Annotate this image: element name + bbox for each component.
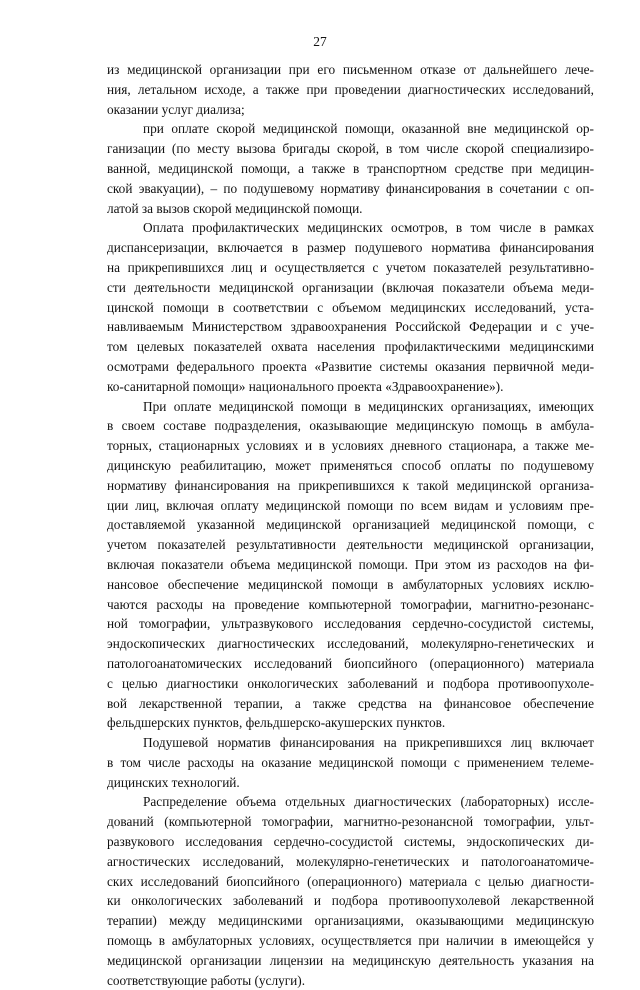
text-line: эндоскопических диагностических исследований, молекулярно-генетических и <box>107 636 594 652</box>
text-line: соответствующие работы (услуги). <box>107 972 306 988</box>
text-line: дицинских технологий. <box>107 774 240 790</box>
text-line: доставляемой указанной медицинской организацией медицинской помощи, с <box>107 517 594 533</box>
text-line: торных, стационарных условиях и в условиях дневного стационара, а также ме- <box>107 438 594 454</box>
text-line: в том числе расходы на оказание медицинской помощи с применением телеме- <box>107 754 594 770</box>
text-line: нормативу финансирования на прикрепившихся к такой медицинской организа- <box>107 477 594 493</box>
text-line: При оплате медицинской помощи в медицинских организациях, имеющих <box>143 398 594 414</box>
text-line: вой лекарственной терапии, а также средства на финансовое обеспечение <box>107 695 594 711</box>
text-line: включая показатели объема медицинской помощи. При этом из расходов на фи- <box>107 556 594 572</box>
text-line: развукового исследования сердечно-сосудистой системы, эндоскопических ди- <box>107 834 594 850</box>
text-line: ганизации (по месту вызова бригады скорой, в том числе скорой специализиро- <box>107 141 594 157</box>
text-line: ских исследований биопсийного (операционного) материала с целью диагности- <box>107 873 594 889</box>
text-line: ния, летальном исходе, а также при проведении диагностических исследований, <box>107 81 594 97</box>
text-line: с целью диагностики онкологических заболеваний и подбора противоопухоле- <box>107 675 594 691</box>
text-line: латой за вызов скорой медицинской помощи. <box>107 200 363 216</box>
text-line: при оплате скорой медицинской помощи, оказанной вне медицинской ор- <box>143 121 594 137</box>
paragraph <box>107 397 594 734</box>
text-line: сти деятельности медицинской организации (включая показатели объема меди- <box>107 279 594 295</box>
text-line: помощь в амбулаторных условиях, осуществляется при наличии в имеющейся у <box>107 933 594 949</box>
text-line: терапии) между медицинскими организациями, оказывающими медицинскую <box>107 913 594 929</box>
paragraph <box>107 119 594 218</box>
text-line: на прикрепившихся лиц и осуществляется с учетом показателей результативно- <box>107 259 594 275</box>
text-line: Распределение объема отдельных диагностических (лабораторных) иссле- <box>143 794 594 810</box>
document-body <box>107 60 594 990</box>
paragraph <box>107 733 594 792</box>
text-line: медицинской организации лицензии на медицинскую деятельность указания на <box>107 952 594 968</box>
paragraph <box>107 792 594 990</box>
text-line: ской эвакуации), – по подушевому нормативу финансирования в сочетании с оп- <box>107 180 594 196</box>
text-line: патологоанатомических исследований биопсийного (операционного) материала <box>107 655 594 671</box>
text-line: диспансеризации, включается в размер подушевого норматива финансирования <box>107 240 594 256</box>
text-line: в своем составе подразделения, оказывающие медицинскую помощь в амбула- <box>107 418 594 434</box>
text-line: ко-санитарной помощи» национального проекта «Здравоохранение»). <box>107 378 504 394</box>
text-line: ции лиц, включая оплату медицинской помощи по всем видам и условиям пре- <box>107 497 594 513</box>
text-line: Оплата профилактических медицинских осмотров, в том числе в рамках <box>143 220 594 236</box>
text-line: ки онкологических заболеваний и подбора противоопухолевой лекарственной <box>107 893 594 909</box>
text-line: оказании услуг диализа; <box>107 101 245 117</box>
text-line: агностических исследований, молекулярно-генетических и патологоанатомиче- <box>107 853 594 869</box>
text-line: Подушевой норматив финансирования на прикрепившихся лиц включает <box>143 735 594 751</box>
text-line: цинской помощи в соответствии с объемом медицинских исследований, уста- <box>107 299 594 315</box>
text-line: учетом показателей результативности деятельности медицинской организации, <box>107 537 594 553</box>
text-line: дицинскую реабилитацию, может применяться способ оплаты по подушевому <box>107 457 594 473</box>
text-line: нансовое обеспечение медицинской помощи в амбулаторных условиях исклю- <box>107 576 594 592</box>
text-line: навливаемым Министерством здравоохранения Российской Федерации и с уче- <box>107 319 594 335</box>
text-line: фельдшерских пунктов, фельдшерско-акушерских пунктов. <box>107 715 446 731</box>
text-line: чаются расходы на проведение компьютерной томографии, магнитно-резонанс- <box>107 596 594 612</box>
paragraph <box>107 60 594 119</box>
text-line: осмотрами федерального проекта «Развитие системы оказания первичной меди- <box>107 358 594 374</box>
text-line: ванной, медицинской помощи, а также в транспортном средстве при медицин- <box>107 160 594 176</box>
text-line: ной томографии, ультразвукового исследования сердечно-сосудистой системы, <box>107 616 594 632</box>
text-line: из медицинской организации при его письменном отказе от дальнейшего лече- <box>107 62 594 77</box>
text-line: дований (компьютерной томографии, магнитно-резонансной томографии, ульт- <box>107 814 594 830</box>
text-line: том целевых показателей охвата населения профилактическими медицинскими <box>107 339 594 355</box>
paragraph <box>107 218 594 396</box>
page-number: 27 <box>313 34 327 49</box>
